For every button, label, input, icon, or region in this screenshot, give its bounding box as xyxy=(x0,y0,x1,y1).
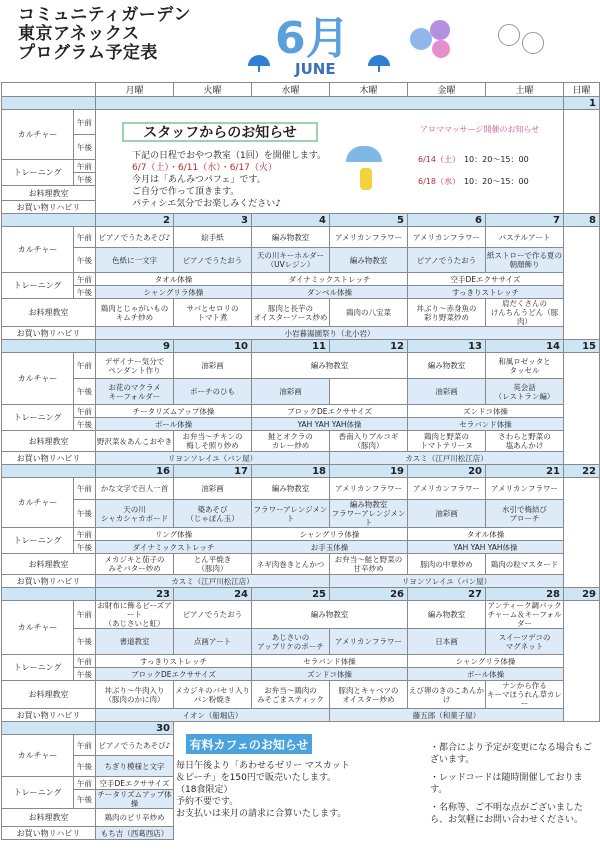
header xyxy=(0,0,600,80)
weekday-fri: 金曜 xyxy=(408,83,486,97)
weekday-mon: 月曜 xyxy=(96,83,174,97)
week1-day-row xyxy=(2,97,600,110)
month-label: 6月 xyxy=(275,13,350,64)
schedule-cell: パステルアート xyxy=(486,227,564,248)
aroma-notice-title: アロママッサージ開催のお知らせ xyxy=(420,125,540,134)
schedule-grid: 月曜 火曜 水曜 木曜 金曜 土曜 日曜 1 カルチャー 午前 午後 トレーニング 午前 午後 お料理教室 お買い物リハビリ 2 3 4 5 6 7 8 カルチャー 午前 ピアノでうたあそび♪ 絵手紙 編み物教室 アメリカンフラワー アメリカンフラワー パステルアート 午後 色紙に一文字 ピアノでうたおう 天の川キーホルダー（UVレジン） 編み物教室 ピアノでうたおう 紙ストローで作る夏の朝顔飾り トレーニング 午前 タオル体操 ダイナミックストレッチ 空手DEエクササイズ 午後 シャングリラ体操 ダンベル体操 すっきりストレッチ お料理教室 鶏肉とじゃがいもの キムチ炒め サバとセロリの トマト煮 豚肉と長芋の オイスターソース炒め 鶏肉の八宝菜 丼ぶり～赤身魚の 彩り野菜炒め 肩だくさんの けんちんうどん（豚肉） お買い物リハビリ 小岩暮湯園祭り（北小岩） 9 10 11 12 13 14 15 カルチャー 午前 デザイナー気分で ペンダント作り 油彩画 編み物教室 編み物教室 和風ロゼッタと タッセル 午後 お花のマクラメ キーフォルダー ポーチのひも 油彩画 油彩画 英会話 （レストラン編） トレーニング 午前 チータリズムアップ体操 ブロックDEエクササイズ ズンドコ体操 午後 ボール体操 YAH YAH YAH体操 セラバンド体操 お料理教室 野沢菜＆あんこおやき お弁当～チキンの 梅しそ照り炒め 鮭とオクラの カレー炒め 香南入りブルコギ （豚肉） 鶏肉と野菜の トマトテリーヌ さわらと野菜の 塩あんかけ お買い物リハビリ リヨンソレイユ（バン屋） カスミ（江戸川松江店） 16 17 18 19 20 21 22 カルチャー 午前 かな文字で百人一首 油彩画 編み物教室 アメリカンフラワー アメリカンフラワー アメリカンフラワー 午後 天の川 シャカシャカボード 築あそび （じゃぽん玉） フラワーアレンジメント 編み物教室 フラワーアレンジメント 油彩画 水引で梅結び ブローチ トレーニング 午前 リング体操 シャングリラ体操 タオル体操 午後 ダイナミックストレッチ お手玉体操 YAH YAH YAH体操 お料理教室 メカジキと茄子の みそバター炒め とん平焼き （豚肉） ネギ肉巻きとんかつ お弁当～鮭と野菜の 甘辛炒め 豚肉の中華炒め 鶏肉の粒マスタード お買い物リハビリ カスミ（江戸川松江店） リヨンソレイユ（バン屋） 23 24 25 26 27 28 29 カルチャー 午前 お財布に飾るビーズアート （あじさいと虹） ピアノでうたおう 編み物教室 編み物教室 アンティーク調バック チャーム＆キーフォルダー 午後 書道教室 点画アート あじさいの アップリケのポーチ アメリカンフラワー 日本画 スイーツデコの マグネット トレーニング 午前 すっきりストレッチ セラバンド体操 シャングリラ体操 午後 ブロックDEエクササイズ ズンドコ体操 ボール体操 お料理教室 丼ぶり～牛肉入り （豚肉のかに肉） メカジキのバセリ入り パン粉焼き お弁当～鶏肉の みそごまスティック 豚肉とキャベツの オイスター炒め えび卵のきのこあんかけ ナンから作る キーマほうれん草カレー お買い物リハビリ イオン（船堀店） 藤五郎（和菓子屋） 30 カルチャー 午前 ピアノでうたあそび♪ 午後 ちぎり模様と文字 トレーニング 午前 空手DEエクササイズ 午後 チータリズムアップ体操 お料理教室 鶏肉のピリ辛炒め お買い物リハビリ もち吉（西葛西店） xyxy=(1,82,599,840)
row-label-cooking: お料理教室 xyxy=(2,186,96,201)
morning-glory-icon xyxy=(410,18,470,63)
row-label-culture: カルチャー xyxy=(2,110,74,160)
teru-teru-bozu-icon xyxy=(478,20,558,70)
cafe-notice-text: 毎日午後より「あわせるゼリー マスカット ＆ピーチ」を150円で販売いたします。 （18食限定） 予約不要です。 お支払いは来月の請求に合算いたします。 xyxy=(176,761,350,819)
schedule-cell: 天の川キーホルダー（UVレジン） xyxy=(252,248,330,273)
week2-day-row: 2 3 4 5 6 7 8 xyxy=(2,214,600,227)
schedule-cell: アメリカンフラワー xyxy=(408,227,486,248)
schedule-cell: ピアノでうたおう xyxy=(174,248,252,273)
schedule-cell: 絵手紙 xyxy=(174,227,252,248)
umbrella-icon xyxy=(248,55,270,71)
schedule-cell: 色紙に一文字 xyxy=(96,248,174,273)
schedule-cell: ピアノでうたおう xyxy=(408,248,486,273)
staff-notice-text: 下記の日程でおやつ教室（1回）を開催します。 6/7（土）・6/11（水）・6/17（火） 今月は「あんみつパフェ」です。 ご自分で作って頂きます。 パティシエ気分でお楽しみください♪ xyxy=(132,151,327,209)
month-en-label: JUNE xyxy=(295,60,336,78)
row-label-shopping: お買い物リハビリ xyxy=(2,201,96,214)
page-title: コミュニティガーデン 東京アネックス プログラム予定表 xyxy=(18,5,191,63)
schedule-cell: 紙ストローで作る夏の朝顔飾り xyxy=(486,248,564,273)
week6-day-row: 30 xyxy=(2,722,600,735)
cafe-notice-title: 有料カフェのお知らせ xyxy=(186,734,312,754)
weekday-header-row xyxy=(2,83,600,97)
staff-notice-title: スタッフからのお知らせ xyxy=(122,122,318,142)
weekday-sat: 土曜 xyxy=(486,83,564,97)
weekday-sun: 日曜 xyxy=(564,83,600,97)
notes-list: ・都合により予定が変更になる場合もございます。 ・レッドコードは随時開催しております。 ・名称等、ご不明な点がございましたら、お気軽にお問い合わせください。 xyxy=(430,743,593,825)
umbrella-girl-icon xyxy=(346,146,386,196)
weekday-thu: 木曜 xyxy=(330,83,408,97)
weekday-wed: 水曜 xyxy=(252,83,330,97)
umbrella-icon xyxy=(368,55,390,71)
weekday-tue: 火曜 xyxy=(174,83,252,97)
schedule-cell: 編み物教室 xyxy=(330,248,408,273)
schedule-cell: アメリカンフラワー xyxy=(330,227,408,248)
week4-day-row: 16 17 18 19 20 21 22 xyxy=(2,465,600,478)
schedule-cell: 編み物教室 xyxy=(252,227,330,248)
day-number: 1 xyxy=(564,97,600,110)
week3-day-row: 9 10 11 12 13 14 15 xyxy=(2,340,600,353)
row-label-training: トレーニング xyxy=(2,160,74,186)
schedule-cell: ピアノでうたあそび♪ xyxy=(96,227,174,248)
week5-day-row: 23 24 25 26 27 28 29 xyxy=(2,588,600,601)
